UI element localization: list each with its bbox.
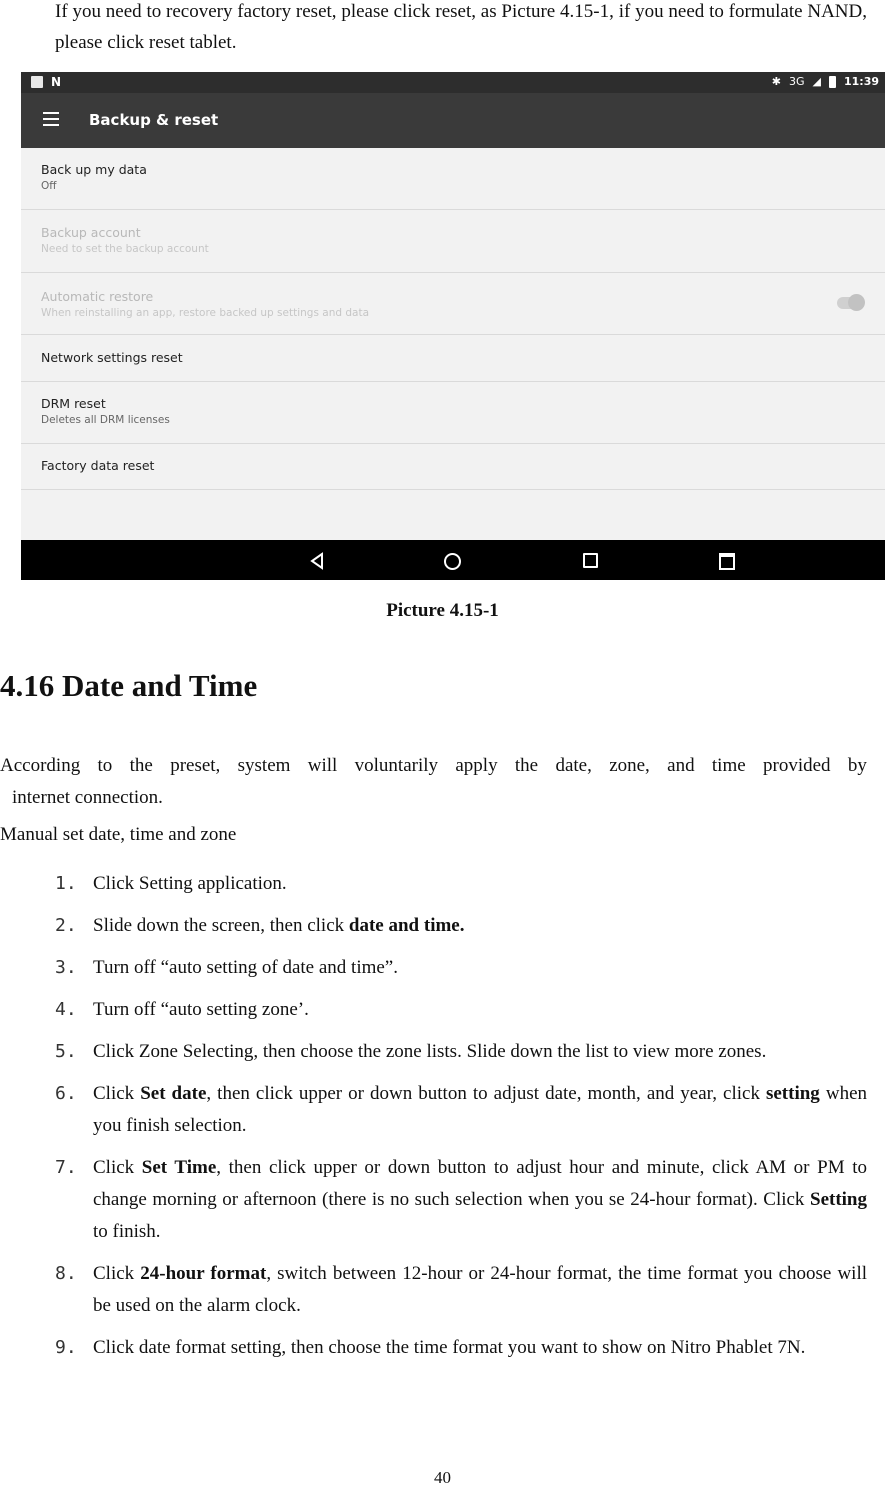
- step-item: [55, 1332, 867, 1364]
- steps-list: [55, 868, 867, 1374]
- step-number: 9.: [55, 1337, 77, 1358]
- status-time: 11:39: [843, 75, 879, 88]
- step-text: to finish.: [93, 1221, 161, 1242]
- menu-icon[interactable]: [43, 112, 59, 130]
- status-bar: [21, 72, 885, 93]
- step-emphasis: Set date: [140, 1083, 207, 1104]
- home-icon[interactable]: [443, 552, 461, 570]
- row-back-up-my-data[interactable]: [21, 148, 885, 210]
- paragraph-word: zone,: [609, 755, 650, 776]
- row-title: DRM reset: [41, 396, 106, 411]
- step-text: Turn off “auto setting of date and time”.: [93, 957, 398, 978]
- section-heading: 4.16 Date and Time: [0, 668, 258, 703]
- paragraph-word: by: [847, 755, 867, 776]
- row-drm-reset[interactable]: [21, 382, 885, 444]
- figure-caption: Picture 4.15-1: [386, 600, 499, 621]
- row-title: Back up my data: [41, 162, 147, 177]
- signal-icon: ◢: [812, 75, 821, 88]
- battery-icon: [829, 76, 836, 88]
- screenshot-icon[interactable]: [718, 552, 736, 570]
- step-number: 7.: [55, 1157, 77, 1178]
- step-number: 5.: [55, 1041, 77, 1062]
- image-icon: [31, 76, 43, 88]
- step-emphasis: 24-hour format: [140, 1263, 267, 1284]
- paragraph-word: time: [711, 755, 746, 776]
- paragraph-line-2: internet connection.: [12, 787, 163, 808]
- row-factory-data-reset[interactable]: [21, 444, 885, 490]
- android-screenshot: [21, 72, 885, 580]
- intro-paragraph-date-time: [0, 750, 867, 814]
- manual-subheading: Manual set date, time and zone: [0, 824, 237, 845]
- intro-paragraph: If you need to recovery factory reset, please click reset, as Picture 4.15-1, if you need to formulate NAND, please click reset tablet.: [55, 1, 867, 53]
- paragraph-word: apply: [455, 755, 498, 776]
- recents-icon[interactable]: [582, 552, 600, 570]
- paragraph-word: provided: [763, 755, 831, 776]
- settings-list: [21, 148, 885, 490]
- paragraph-word: preset,: [170, 755, 221, 776]
- step-text: Click: [93, 1083, 141, 1104]
- back-icon[interactable]: [308, 552, 326, 570]
- page-number: 40: [434, 1468, 451, 1487]
- step-text: Click Setting application.: [93, 873, 287, 894]
- row-backup-account: [21, 210, 885, 273]
- step-item: [55, 868, 867, 900]
- step-text: , switch between 12-hour or 24-hour format, the time format you choose will be used on the alarm clock.: [93, 1263, 868, 1316]
- paragraph-word: According: [0, 755, 81, 776]
- paragraph-word: voluntarily: [354, 755, 439, 776]
- step-item: [55, 1036, 867, 1068]
- step-emphasis: date and time.: [348, 915, 465, 936]
- row-network-settings-reset[interactable]: [21, 335, 885, 382]
- step-emphasis: Setting: [810, 1189, 867, 1210]
- step-text: Turn off “auto setting zone’.: [93, 999, 309, 1020]
- step-number: 6.: [55, 1083, 77, 1104]
- network-label: 3G: [788, 75, 805, 88]
- row-title: Factory data reset: [41, 458, 155, 473]
- step-number: 2.: [55, 915, 77, 936]
- paragraph-word: date,: [555, 755, 592, 776]
- step-text: Click: [93, 1157, 142, 1178]
- step-number: 3.: [55, 957, 77, 978]
- row-subtitle: Need to set the backup account: [41, 243, 209, 255]
- automatic-restore-toggle[interactable]: [837, 297, 863, 309]
- step-item: [55, 1152, 867, 1248]
- app-bar: [21, 93, 885, 148]
- paragraph-word: and: [667, 755, 695, 776]
- step-text: Click: [93, 1263, 141, 1284]
- navigation-bar: [21, 540, 885, 580]
- row-title: Backup account: [41, 225, 141, 240]
- step-number: 4.: [55, 999, 77, 1020]
- step-number: 1.: [55, 873, 77, 894]
- row-subtitle: When reinstalling an app, restore backed up settings and data: [41, 307, 369, 319]
- paragraph-line-1: [0, 750, 867, 782]
- row-subtitle: Deletes all DRM licenses: [41, 414, 170, 426]
- step-item: [55, 994, 867, 1026]
- step-item: [55, 952, 867, 984]
- row-title: Automatic restore: [41, 289, 154, 304]
- row-subtitle: Off: [41, 180, 57, 192]
- bluetooth-icon: ✱: [771, 75, 781, 88]
- row-automatic-restore: [21, 273, 885, 335]
- step-number: 8.: [55, 1263, 77, 1284]
- notification-letter: N: [51, 75, 62, 89]
- paragraph-word: system: [237, 755, 291, 776]
- step-text: Click date format setting, then choose the time format you want to show on Nitro Phablet 7N.: [93, 1337, 806, 1358]
- app-title: Backup & reset: [89, 111, 219, 129]
- step-emphasis: setting: [765, 1083, 820, 1104]
- paragraph-word: will: [307, 755, 338, 776]
- step-item: [55, 1258, 867, 1322]
- paragraph-word: the: [514, 755, 539, 776]
- step-text: Click Zone Selecting, then choose the zone lists. Slide down the list to view more zones.: [93, 1041, 767, 1062]
- row-title: Network settings reset: [41, 350, 183, 365]
- step-item: [55, 910, 867, 942]
- step-text: when you finish selection.: [93, 1083, 867, 1136]
- step-text: , then click upper or down button to adjust hour and minute, click AM or PM to change morning or afternoon (there is no such selection when you se 24-hour format). Click: [93, 1157, 867, 1210]
- paragraph-word: the: [129, 755, 153, 776]
- step-emphasis: Set Time: [141, 1157, 217, 1178]
- step-text: , then click upper or down button to adjust date, month, and year, click: [206, 1083, 766, 1104]
- step-text: Slide down the screen, then click: [93, 915, 349, 936]
- paragraph-word: to: [97, 755, 113, 776]
- step-item: [55, 1078, 867, 1142]
